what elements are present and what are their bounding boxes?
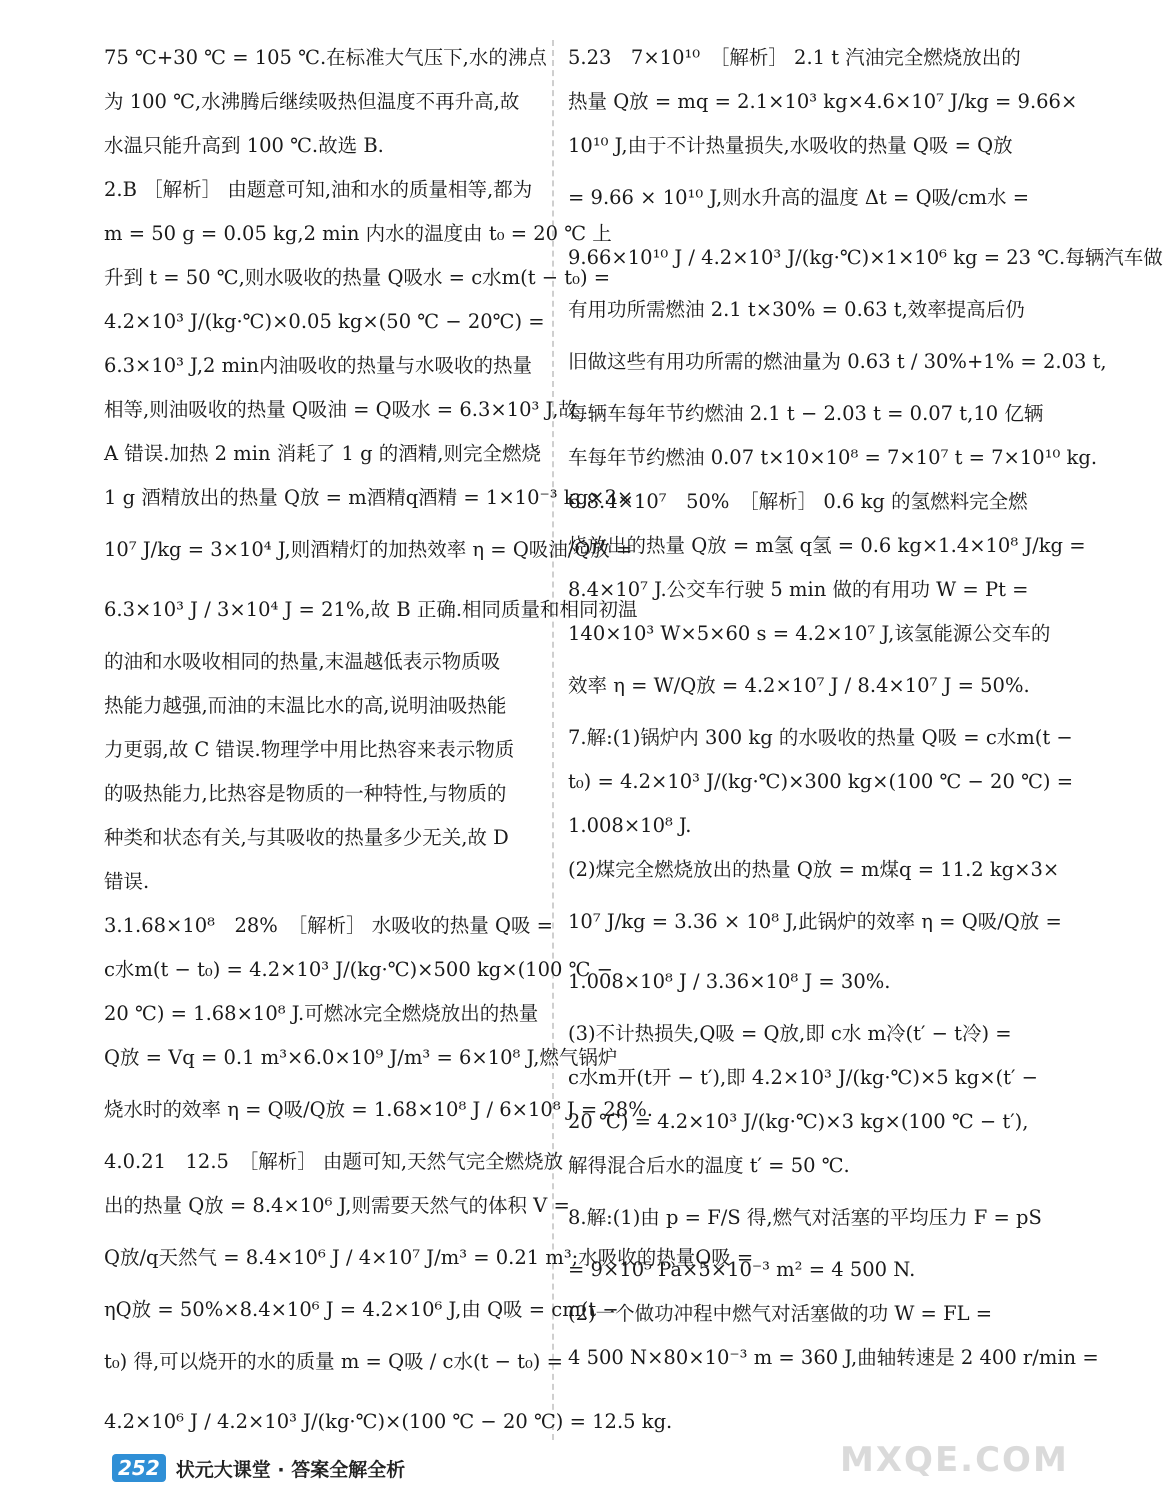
text-line: 10¹⁰ J,由于不计热量损失,水吸收的热量 Q吸 = Q放 — [568, 134, 1013, 157]
text-line: 4.0.21 12.5 ［解析］ 由题可知,天然气完全燃烧放 — [104, 1150, 564, 1173]
text-line: 为 100 ℃,水沸腾后继续吸热但温度不再升高,故 — [104, 90, 520, 113]
text-line: 10⁷ J/kg = 3.36 × 10⁸ J,此锅炉的效率 η = Q吸/Q放 = — [568, 910, 1062, 933]
text-line: 种类和状态有关,与其吸收的热量多少无关,故 D — [104, 826, 509, 849]
text-line: 错误. — [104, 870, 150, 893]
text-line: 热量 Q放 = mq = 2.1×10³ kg×4.6×10⁷ J/kg = 9.66× — [568, 90, 1078, 113]
text-line: 5.23 7×10¹⁰ ［解析］ 2.1 t 汽油完全燃烧放出的 — [568, 46, 1021, 69]
text-line: 75 ℃+30 ℃ = 105 ℃.在标准大气压下,水的沸点 — [104, 46, 547, 69]
text-line: 140×10³ W×5×60 s = 4.2×10⁷ J,该氢能源公交车的 — [568, 622, 1051, 645]
text-line: 旧做这些有用功所需的燃油量为 0.63 t / 30%+1% = 2.03 t, — [568, 350, 1107, 373]
text-line: = 9×10⁵ Pa×5×10⁻³ m² = 4 500 N. — [568, 1258, 916, 1281]
book-title: 状元大课堂 · 答案全解全析 — [175, 1458, 406, 1481]
text-line: 水温只能升高到 100 ℃.故选 B. — [104, 134, 384, 157]
text-line: 8.4×10⁷ J.公交车行驶 5 min 做的有用功 W = Pt = — [568, 578, 1029, 601]
text-line: c水m开(t开 − t′),即 4.2×10³ J/(kg·℃)×5 kg×(t′ − — [568, 1066, 1038, 1089]
text-line: 2.B ［解析］ 由题意可知,油和水的质量相等,都为 — [104, 178, 533, 201]
right-column — [568, 36, 1163, 1380]
text-line: ηQ放 = 50%×8.4×10⁶ J = 4.2×10⁶ J,由 Q吸 = cm(t − — [104, 1298, 619, 1321]
column-divider — [552, 40, 554, 1440]
text-line: 有用功所需燃油 2.1 t×30% = 0.63 t,效率提高后仍 — [568, 298, 1025, 321]
text-line: 每辆车每年节约燃油 2.1 t − 2.03 t = 0.07 t,10 亿辆 — [568, 402, 1044, 425]
text-line: 4 500 N×80×10⁻³ m = 360 J,曲轴转速是 2 400 r/min = — [568, 1346, 1099, 1369]
text-line: (2)煤完全燃烧放出的热量 Q放 = m煤q = 11.2 kg×3× — [568, 858, 1060, 881]
text-line: 20 ℃) = 4.2×10³ J/(kg·℃)×3 kg×(100 ℃ − t′), — [568, 1110, 1029, 1133]
text-line: 8.解:(1)由 p = F/S 得,燃气对活塞的平均压力 F = pS — [568, 1206, 1042, 1229]
text-line: 9.66×10¹⁰ J / 4.2×10³ J/(kg·℃)×1×10⁶ kg = 23 ℃.每辆汽车做 — [568, 246, 1163, 269]
text-line: 4.2×10³ J/(kg·℃)×0.05 kg×(50 ℃ − 20℃) = — [104, 310, 545, 333]
text-line: 的吸热能力,比热容是物质的一种特性,与物质的 — [104, 782, 507, 805]
text-line: 升到 t = 50 ℃,则水吸收的热量 Q吸水 = c水m(t − t₀) = — [104, 266, 611, 289]
text-line: 1 g 酒精放出的热量 Q放 = m酒精q酒精 = 1×10⁻³ kg×3× — [104, 486, 634, 509]
text-line: c水m(t − t₀) = 4.2×10³ J/(kg·℃)×500 kg×(100 ℃ − — [104, 958, 613, 981]
text-line: t₀) 得,可以烧开的水的质量 m = Q吸 / c水(t − t₀) = — [104, 1350, 563, 1373]
text-line: 效率 η = W/Q放 = 4.2×10⁷ J / 8.4×10⁷ J = 50%. — [568, 674, 1030, 697]
text-line: t₀) = 4.2×10³ J/(kg·℃)×300 kg×(100 ℃ − 20 ℃) = — [568, 770, 1074, 793]
text-line: (3)不计热损失,Q吸 = Q放,即 c水 m冷(t′ − t冷) = — [568, 1022, 1012, 1045]
text-line: 7.解:(1)锅炉内 300 kg 的水吸收的热量 Q吸 = c水m(t − — [568, 726, 1073, 749]
text-line: 烧水时的效率 η = Q吸/Q放 = 1.68×10⁸ J / 6×10⁸ J = 28%. — [104, 1098, 653, 1121]
text-line: 的油和水吸收相同的热量,末温越低表示物质吸 — [104, 650, 501, 673]
text-line: 热能力越强,而油的末温比水的高,说明油吸热能 — [104, 694, 507, 717]
text-line: 10⁷ J/kg = 3×10⁴ J,则酒精灯的加热效率 η = Q吸油/Q放 = — [104, 538, 633, 561]
text-line: 车每年节约燃油 0.07 t×10×10⁸ = 7×10⁷ t = 7×10¹⁰ kg. — [568, 446, 1098, 469]
text-line: 1.008×10⁸ J / 3.36×10⁸ J = 30%. — [568, 970, 891, 993]
text-line: (2)一个做功冲程中燃气对活塞做的功 W = FL = — [568, 1302, 993, 1325]
text-line: A 错误.加热 2 min 消耗了 1 g 的酒精,则完全燃烧 — [104, 442, 541, 465]
text-line: 1.008×10⁸ J. — [568, 814, 692, 837]
text-line: = 9.66 × 10¹⁰ J,则水升高的温度 Δt = Q吸/cm水 = — [568, 186, 1030, 209]
text-line: 3.1.68×10⁸ 28% ［解析］ 水吸收的热量 Q吸 = — [104, 914, 554, 937]
watermark: MXQE.COM — [840, 1440, 1069, 1480]
text-line: m = 50 g = 0.05 kg,2 min 内水的温度由 t₀ = 20 ℃ 上 — [104, 222, 612, 245]
text-line: 6.8.4×10⁷ 50% ［解析］ 0.6 kg 的氢燃料完全燃 — [568, 490, 1028, 513]
text-line: Q放 = Vq = 0.1 m³×6.0×10⁹ J/m³ = 6×10⁸ J,燃气锅炉 — [104, 1046, 618, 1069]
text-line: 6.3×10³ J,2 min内油吸收的热量与水吸收的热量 — [104, 354, 532, 377]
text-line: 相等,则油吸收的热量 Q吸油 = Q吸水 = 6.3×10³ J,故 — [104, 398, 578, 421]
text-line: 烧放出的热量 Q放 = m氢 q氢 = 0.6 kg×1.4×10⁸ J/kg = — [568, 534, 1086, 557]
page-number: 252 — [112, 1454, 166, 1482]
text-line: 力更弱,故 C 错误.物理学中用比热容来表示物质 — [104, 738, 515, 761]
text-line: Q放/q天然气 = 8.4×10⁶ J / 4×10⁷ J/m³ = 0.21 m³;水吸收的热量Q吸 = — [104, 1246, 754, 1269]
text-line: 20 ℃) = 1.68×10⁸ J.可燃冰完全燃烧放出的热量 — [104, 1002, 539, 1025]
text-line: 6.3×10³ J / 3×10⁴ J = 21%,故 B 正确.相同质量和相同初温 — [104, 598, 638, 621]
text-line: 4.2×10⁶ J / 4.2×10³ J/(kg·℃)×(100 ℃ − 20 ℃) = 12.5 kg. — [104, 1410, 673, 1433]
text-line: 出的热量 Q放 = 8.4×10⁶ J,则需要天然气的体积 V = — [104, 1194, 570, 1217]
page-footer — [112, 1452, 405, 1484]
text-line: 解得混合后水的温度 t′ = 50 ℃. — [568, 1154, 850, 1177]
